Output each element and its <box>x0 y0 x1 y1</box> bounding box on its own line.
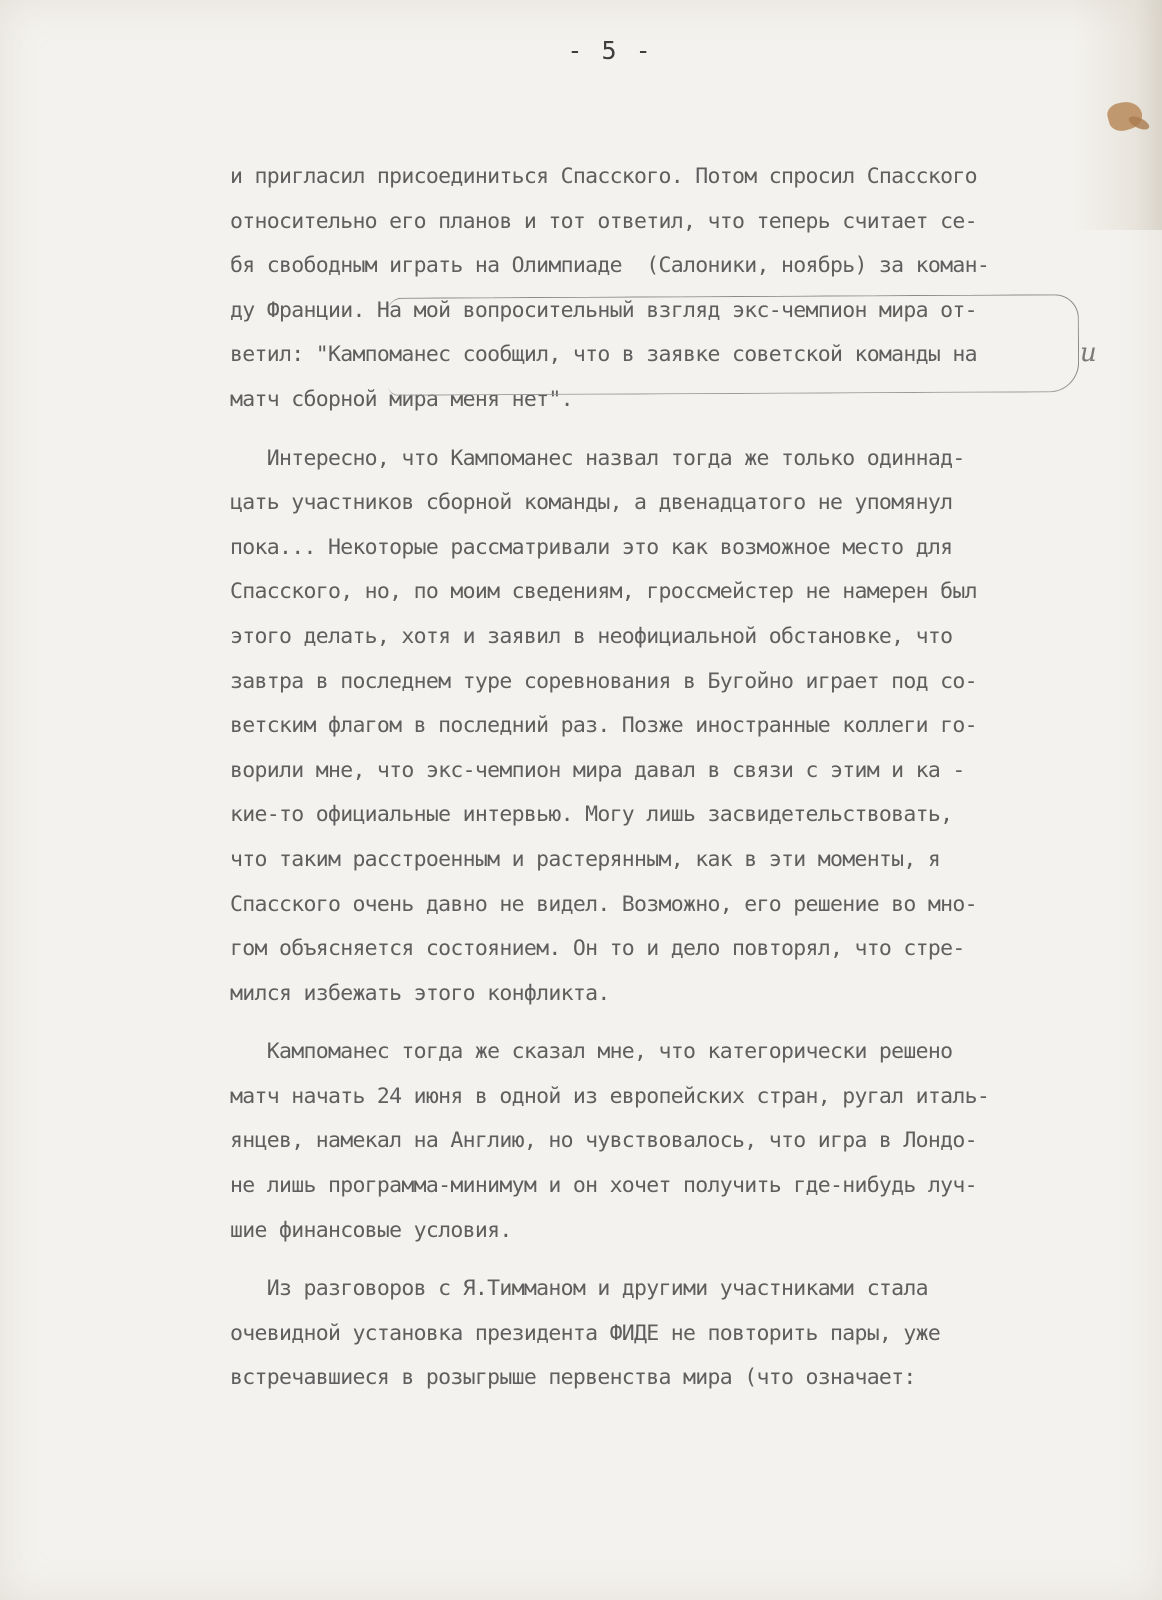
text-line: гом объясняется состоянием. Он то и дело повторял, что стре- <box>230 936 965 962</box>
text-line: относительно его планов и тот ответил, что теперь считает се- <box>230 208 977 234</box>
text-line: матч сборной мира меня нет". <box>230 386 573 412</box>
text-line: ветил: "Кампоманес сообщил, что в заявке советской команды на <box>230 342 977 368</box>
text-line: завтра в последнем туре соревнования в Бугойно играет под со- <box>230 668 977 694</box>
text-line: очевидной установка президента ФИДЕ не повторить пары, уже <box>230 1320 941 1346</box>
text-line: шие финансовые условия. <box>230 1217 512 1243</box>
text-line: матч начать 24 июня в одной из европейских стран, ругал италь- <box>230 1083 990 1109</box>
paragraph-4 <box>230 1267 1090 1401</box>
text-line: Кампоманес тогда же сказал мне, что категорически решено <box>230 1039 953 1065</box>
text-line: что таким расстроенным и растерянным, как в эти моменты, я <box>230 846 941 872</box>
text-line: и пригласил присоединиться Спасского. Потом спросил Спасского <box>230 164 977 189</box>
text-line: Спасского очень давно не видел. Возможно, его решение во мно- <box>230 891 977 917</box>
text-line: встречавшиеся в розыгрыше первенства мира (что означает: <box>230 1365 916 1391</box>
text-line: цать участников сборной команды, а двенадцатого не упомянул <box>230 490 953 516</box>
text-line: не лишь программа-минимум и он хочет получить где-нибудь луч- <box>230 1173 977 1199</box>
text-line: ветским флагом в последний раз. Позже иностранные коллеги го- <box>230 713 977 739</box>
text-line: Спасского, но, по моим сведениям, гроссмейстер не намерен был <box>230 579 977 605</box>
text-line: Интересно, что Кампоманес назвал тогда же только одиннад- <box>230 445 965 471</box>
page-number: - 5 - <box>567 36 653 65</box>
paragraph-3 <box>230 1030 1090 1253</box>
text-line: бя свободным играть на Олимпиаде (Салоники, ноябрь) за коман- <box>230 253 990 279</box>
text-line: ду Франции. На мой вопросительный взгляд экс-чемпион мира от- <box>230 297 977 323</box>
text-line: пока... Некоторые рассматривали это как возможное место для <box>230 534 953 560</box>
text-line: мился избежать этого конфликта. <box>230 980 610 1006</box>
text-line: ворили мне, что экс-чемпион мира давал в связи с этим и ка - <box>230 757 965 783</box>
text-line: янцев, намекал на Англию, но чувствовалось, что игра в Лондо- <box>230 1128 977 1154</box>
paragraph-2 <box>230 437 1090 1017</box>
text-line: Из разговоров с Я.Тимманом и другими участниками стала <box>230 1276 928 1302</box>
text-line: этого делать, хотя и заявил в неофициальной обстановке, что <box>230 623 953 649</box>
margin-pencil-mark: и <box>1080 338 1097 368</box>
pencil-bracket-annotation <box>388 294 1080 396</box>
text-line: кие-то официальные интервью. Могу лишь засвидетельствовать, <box>230 802 953 828</box>
